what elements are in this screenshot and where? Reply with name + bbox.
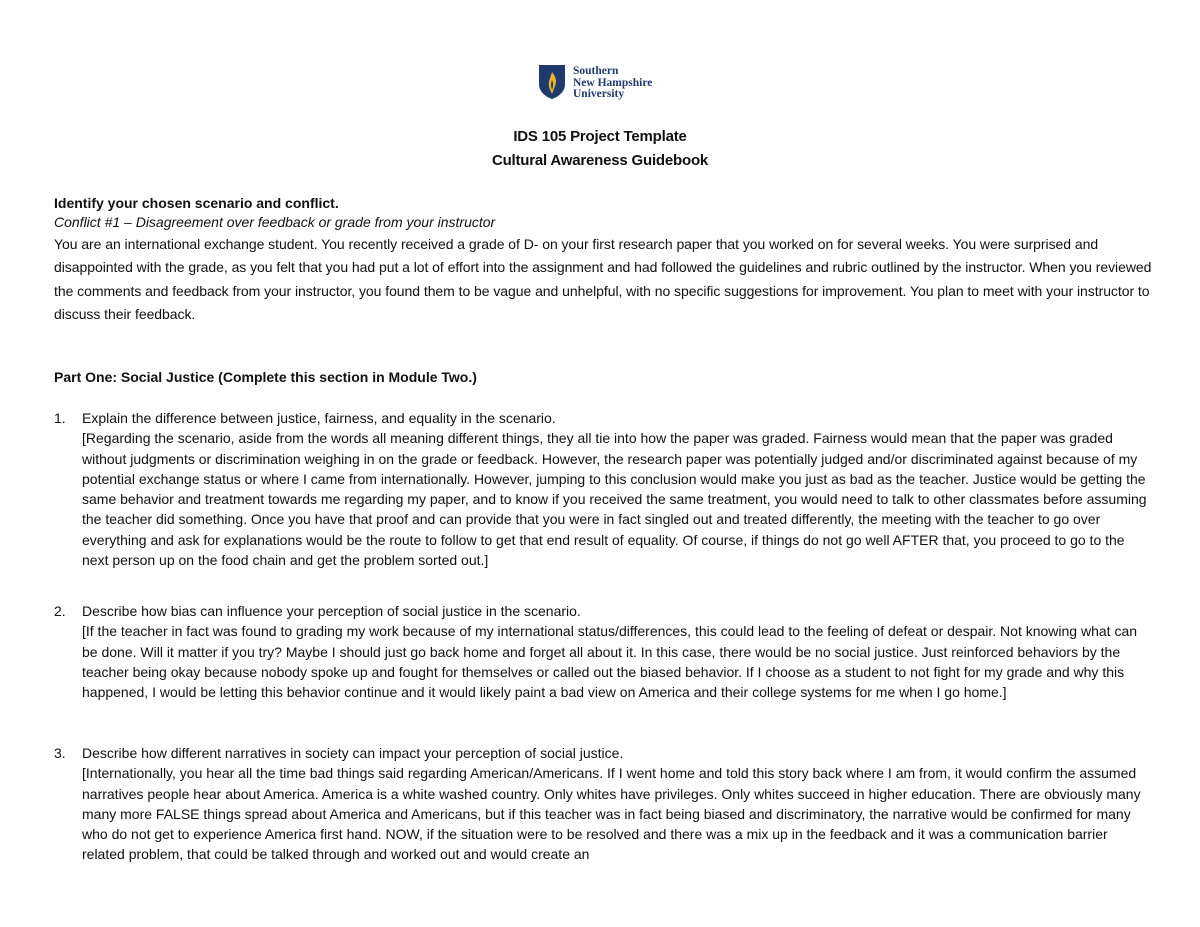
question-prompt: Explain the difference between justice, fairness, and equality in the scenario. xyxy=(82,410,556,426)
question-number: 3. xyxy=(54,745,66,761)
logo-line-3: University xyxy=(573,88,625,100)
scenario-paragraph: You are an international exchange student. You recently received a grade of D- on your first research paper that you worked on for several weeks. You were surprised and disappointed with the grade, as you felt that you had put a lot of effort into the assignment and had followed the guidelines and rubric outlined by the instructor. When you reviewed the comments and feedback from your instructor, you found them to be vague and unhelpful, with no specific suggestions for improvement. You plan to meet with your instructor to discuss their feedback. xyxy=(54,236,1152,322)
logo-line-1: Southern xyxy=(573,65,619,77)
logo-wordmark xyxy=(573,66,652,101)
document-subtitle: Cultural Awareness Guidebook xyxy=(491,152,709,169)
question-answer: [Regarding the scenario, aside from the words all meaning different things, they all tie into how the paper was graded. Fairness would mean that the paper was graded without judgments or discrimination weighing in on the grade or feedback. However, the research paper was potentially judged and/or discriminated against because of my potential exchange status or where I came from internationally. However, jumping to this conclusion would make you just as bad as the teacher. Justice would be getting the same behavior and treatment towards me regarding my paper, and to know if you received the same treatment, you would need to talk to other classmates before assuming the teacher did something. Once you have that proof and can provide that you were in fact singled out and treated differently, the meeting with the teacher to go over everything and ask for explanations would be the route to follow to get that end result of equality. Of course, if things do not go well AFTER that, you proceed to go to the next person up on the food chain and get the problem sorted out.] xyxy=(82,430,1147,569)
scenario-heading: Identify your chosen scenario and conflict. xyxy=(54,195,339,211)
question-prompt: Describe how different narratives in society can impact your perception of social justice. xyxy=(82,745,624,761)
question-item xyxy=(54,743,1154,865)
question-answer: [Internationally, you hear all the time bad things said regarding American/Americans. If I went home and told this story back where I am from, it would confirm the assumed narratives people hear about America. America is a white washed country. Only whites have privileges. Only whites succeed in higher education. There are obviously many many more FALSE things spread about America and Americans, but if this teacher was in fact being biased and discriminatory, the narrative would be confirmed for many who do not get to experience America first hand. NOW, if the situation were to be resolved and there was a mix up in the feedback and it was a communication barrier related problem, that could be talked through and worked out and would create an xyxy=(82,765,1141,863)
logo-line-2: New Hampshire xyxy=(573,76,653,89)
shield-flame-icon xyxy=(538,64,566,100)
document-title: IDS 105 Project Template xyxy=(513,128,687,145)
part-one-heading: Part One: Social Justice (Complete this section in Module Two.) xyxy=(54,369,477,385)
question-item xyxy=(54,601,1154,702)
question-number: 1. xyxy=(54,410,66,426)
question-item xyxy=(54,408,1154,570)
conflict-label: Conflict #1 – Disagreement over feedback or grade from your instructor xyxy=(54,214,496,230)
university-logo xyxy=(538,64,652,101)
question-number: 2. xyxy=(54,603,66,619)
question-prompt: Describe how bias can influence your perception of social justice in the scenario. xyxy=(82,603,581,619)
question-answer: [If the teacher in fact was found to grading my work because of my international status/differences, this could lead to the feeling of defeat or despair. Not knowing what can be done. Will it matter if you try? Maybe I should just go back home and forget all about it. In this case, there would be no social justice. Just reinforced behaviors by the teacher being okay because nobody spoke up and fought for themselves or called out the biased behavior. If I choose as a student to not fight for my grade and why this happened, I would be letting this behavior continue and it would likely paint a bad view on America and their college systems for me when I go home.] xyxy=(82,623,1138,701)
